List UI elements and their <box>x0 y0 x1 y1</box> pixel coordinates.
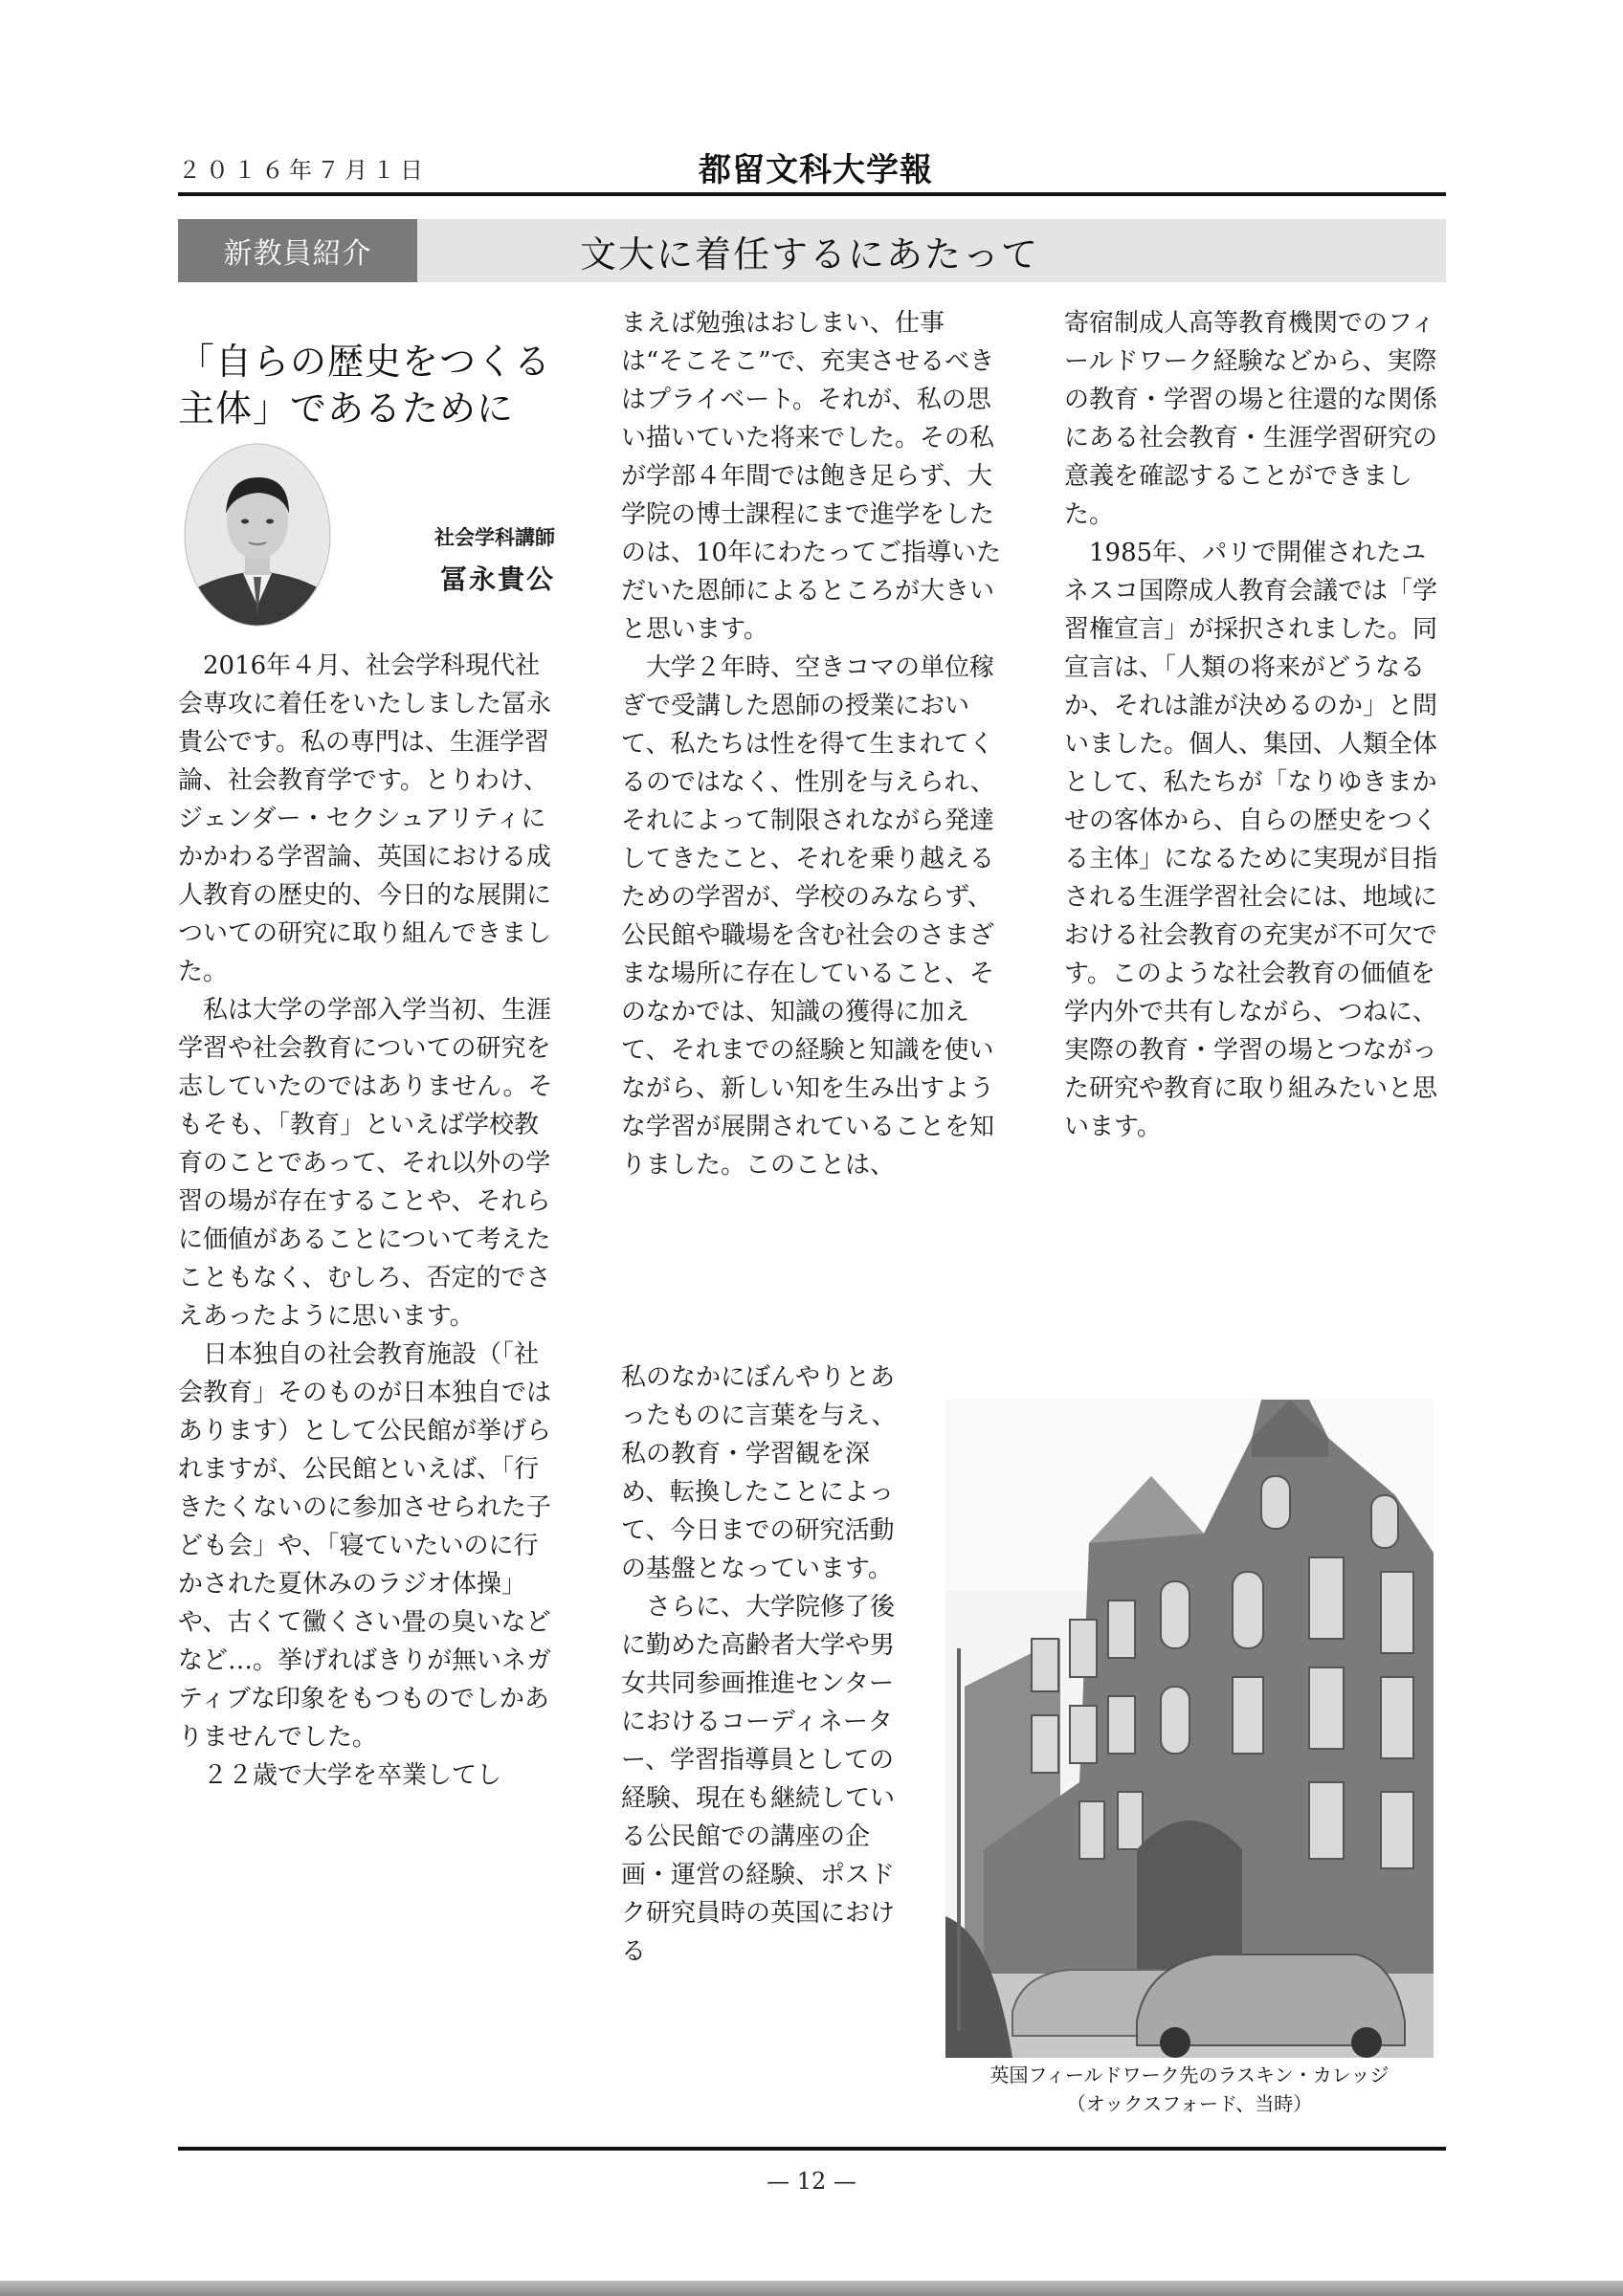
article-headline <box>178 339 561 432</box>
paragraph: 寄宿制成人高等教育機関でのフィールドワーク経験などから、実際の教育・学習の場と往還的な関係にある社会教育・生涯学習研究の意義を確認することができました。 <box>1064 309 1438 529</box>
author-name: 冨永貴公 <box>439 563 555 595</box>
paragraph: 2016年４月、社会学科現代社会専攻に着任をいたしました冨永貴公です。私の専門は、生涯学習論、社会教育学です。とりわけ、ジェンダー・セクシュアリティにかかわる学習論、英国における成人教育の歴史的、今日的な展開についての研究に取り組んできました。 <box>178 651 552 986</box>
article-column-1 <box>178 647 559 1795</box>
author-portrait <box>184 443 331 627</box>
paragraph: 1985年、パリで開催されたユネスコ国際成人教育会議では「学習権宣言」が採択されました。同宣言は、「人類の将来がどうなるか、それは誰が決めるのか」と問いました。個人、集団、人類全体として、私たちが「なりゆきまかせの客体から、自らの歴史をつくる主体」になるために実現が目指される生涯学習社会には、地域における社会教育の充実が不可欠です。このような社会教育の価値を学内外で共有しながら、つねに、実際の教育・学習の場とつながった研究や教育に取り組みたいと思います。 <box>1064 539 1438 1141</box>
header-date: ２０１６年７月１日 <box>178 157 428 184</box>
footer-rule <box>178 2147 1446 2151</box>
article-column-2-continued <box>621 1358 918 1971</box>
section-tag: 新教員紹介 <box>178 219 417 282</box>
college-photo <box>945 1400 1434 2058</box>
publication-title: 都留文科大学報 <box>699 151 933 189</box>
paragraph: 大学２年時、空きコマの単位稼ぎで受講した恩師の授業において、私たちは性を得て生まれてくるのではなく、性別を与えられ、それによって制限されながら発達してきたこと、それを乗り越えるための学習が、学校のみならず、公民館や職場を含む社会のさまざまな場所に存在していること、そのなかでは、知識の獲得に加えて、それまでの経験と知識を使いながら、新しい知を生み出すような学習が展開されていることを知りました。このことは、 <box>621 653 996 1180</box>
paragraph: 私は大学の学部入学当初、生涯学習や社会教育についての研究を志していたのではありません。そもそも、「教育」といえば学校教育のことであって、それ以外の学習の場が存在することや、それらに価値があることについて考えたこともなく、むしろ、否定的でさえあったように思います。 <box>178 996 553 1331</box>
scan-edge <box>0 2281 1623 2296</box>
section-title: 文大に着任するにあたって <box>580 232 1040 276</box>
page-number: — 12 — <box>767 2168 856 2195</box>
headline-line-2: 主体」であるために <box>178 387 515 430</box>
paragraph: 日本独自の社会教育施設（「社会教育」そのものが日本独自ではあります）として公民館が挙げられますが、公民館といえば、「行きたくないのに参加させられた子ども会」や、「寝ていたいのに行かされた夏休みのラジオ体操」や、古くて黴くさい畳の臭いなどなど…。挙げればきりが無いネガティブな印象をもつものでしかありませんでした。 <box>178 1340 552 1752</box>
section-banner <box>178 219 1446 282</box>
author-role: 社会学科講師 <box>434 526 555 549</box>
paragraph: 私のなかにぼんやりとあったものに言葉を与え、私の教育・学習観を深め、転換したことによって、今日までの研究活動の基盤となっています。 <box>621 1363 897 1583</box>
caption-line-2: （オックスフォード、当時） <box>1066 2092 1313 2115</box>
article-column-2 <box>621 304 1002 1184</box>
paragraph: ２２歳で大学を卒業してし <box>203 1761 502 1790</box>
paragraph: さらに、大学院修了後に勤めた高齢者大学や男女共同参画推進センターにおけるコーディネーター、学習指導員としての経験、現在も継続している公民館での講座の企画・運営の経験、ポスドク研究員時の英国における <box>621 1593 896 1966</box>
headline-line-1: 「自らの歴史をつくる <box>178 341 552 383</box>
article-column-3 <box>1064 304 1445 1146</box>
paragraph: まえば勉強はおしまい、仕事は“そこそこ”で、充実させるべきはプライベート。それが、私の思い描いていた将来でした。その私が学部４年間では飽き足らず、大学院の博士課程にまで進学をしたのは、10年にわたってご指導いただいた恩師によるところが大きいと思います。 <box>621 309 1002 644</box>
caption-line-1: 英国フィールドワーク先のラスキン・カレッジ <box>989 2064 1390 2086</box>
header-rule <box>178 192 1446 196</box>
photo-caption <box>945 2061 1434 2118</box>
